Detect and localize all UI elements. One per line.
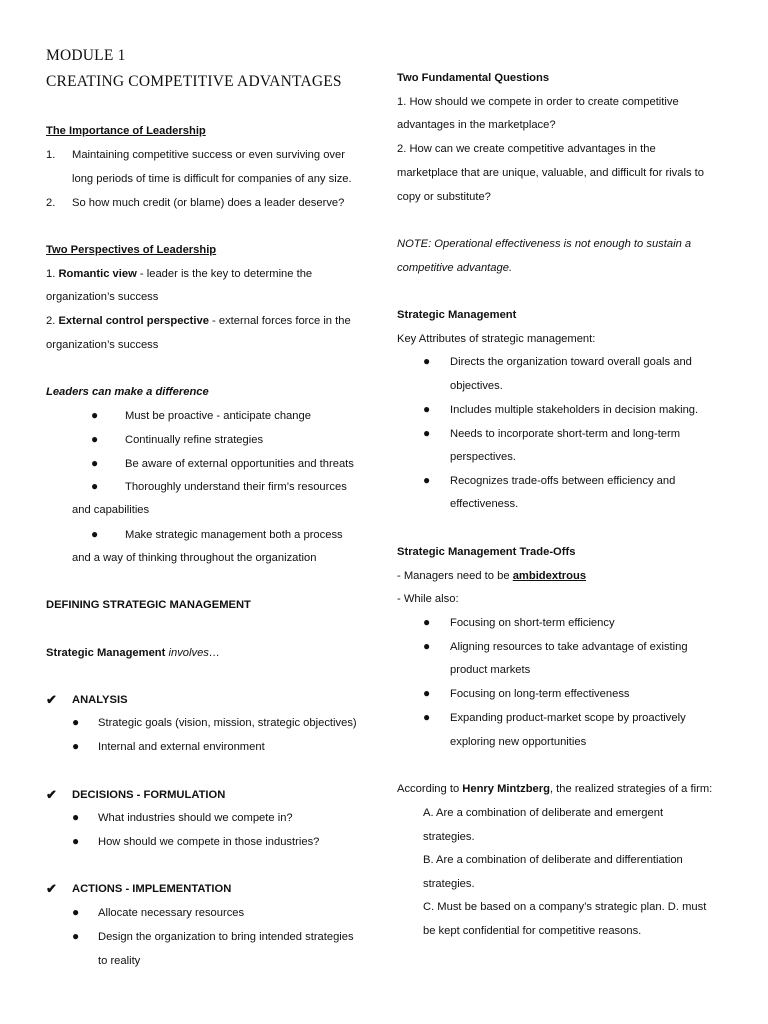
list-item-text: Aligning resources to take advantage of existing (450, 641, 688, 653)
list-item-text-cont: exploring new opportunities (450, 736, 587, 748)
list-item-text: Thoroughly understand their firm’s resources (125, 481, 347, 493)
list-item-text: Be aware of external opportunities and threats (125, 458, 354, 470)
list-item-text: Includes multiple stakeholders in decision making. (450, 404, 699, 416)
list-item-text: Maintaining competitive success or even surviving over (72, 149, 345, 161)
sm-heading: Strategic Management (397, 309, 517, 321)
list-item-text: Focusing on short-term efficiency (450, 617, 615, 629)
note-line: NOTE: Operational effectiveness is not enough to sustain a (397, 238, 692, 250)
bullet-icon: ● (72, 739, 80, 753)
definition: - external forces force in the (208, 315, 351, 327)
list-item-text: What industries should we compete in? (98, 812, 293, 824)
definition: - leader is the key to determine the (136, 268, 313, 280)
mintzberg-intro (397, 782, 712, 797)
question-line: 1. How should we compete in order to create competitive (397, 96, 679, 108)
module-title: CREATING COMPETITIVE ADVANTAGES (46, 73, 342, 90)
text: - Managers need to be (397, 570, 513, 582)
tradeoffs-line1 (397, 569, 586, 584)
emphasis: ambidextrous (512, 570, 587, 582)
bullet-icon: ● (72, 810, 80, 824)
bullet-icon: ● (423, 639, 431, 653)
author-name: Henry Mintzberg (462, 783, 550, 795)
list-item-text: Internal and external environment (98, 741, 265, 753)
term: Romantic view (58, 268, 137, 280)
bullet-icon: ● (423, 710, 431, 724)
option-line: C. Must be based on a company’s strategic plan. D. must (423, 901, 707, 913)
actions-label: ACTIONS - IMPLEMENTATION (72, 883, 232, 895)
bullet-icon: ● (72, 905, 80, 919)
analysis-label: ANALYSIS (72, 694, 128, 706)
list-item-text-cont: and a way of thinking throughout the organization (72, 552, 317, 564)
perspective-romantic-cont: organization’s success (46, 291, 159, 303)
defining-heading: DEFINING STRATEGIC MANAGEMENT (46, 599, 251, 611)
bullet-icon: ● (91, 527, 99, 541)
list-number: 1. (46, 149, 56, 161)
list-item-text: Must be proactive - anticipate change (125, 410, 311, 422)
list-item-text-cont: product markets (450, 664, 531, 676)
tradeoffs-line2: - While also: (397, 593, 459, 605)
leaders-heading: Leaders can make a difference (46, 386, 209, 398)
text: According to (397, 783, 463, 795)
bullet-icon: ● (423, 686, 431, 700)
questions-heading: Two Fundamental Questions (397, 72, 550, 84)
list-item-text-cont: effectiveness. (450, 498, 519, 510)
list-item-text-cont: objectives. (450, 380, 503, 392)
module-label: MODULE 1 (46, 47, 126, 64)
bullet-icon: ● (423, 354, 431, 368)
term: External control perspective (58, 315, 209, 327)
list-item-text: Directs the organization toward overall goals and (450, 356, 692, 368)
list-number: 1. (46, 268, 59, 280)
perspective-external-cont: organization’s success (46, 339, 159, 351)
list-item-text: long periods of time is difficult for companies of any size. (72, 173, 352, 185)
list-item-text: Expanding product-market scope by proactively (450, 712, 686, 724)
tradeoffs-heading: Strategic Management Trade-Offs (397, 546, 576, 558)
list-item-text: Allocate necessary resources (98, 907, 245, 919)
question-line: marketplace that are unique, valuable, and difficult for rivals to (397, 167, 705, 179)
list-item-text-cont: perspectives. (450, 451, 516, 463)
list-item-text: Focusing on long-term effectiveness (450, 688, 630, 700)
checkmark-icon: ✔ (46, 787, 57, 802)
bullet-icon: ● (423, 402, 431, 416)
involves-line (46, 646, 220, 661)
list-item-text: Recognizes trade-offs between efficiency and (450, 475, 676, 487)
list-number: 2. (46, 197, 56, 209)
bullet-icon: ● (91, 456, 99, 470)
question-line: 2. How can we create competitive advantages in the (397, 143, 656, 155)
bullet-icon: ● (91, 479, 99, 493)
list-item-text: Design the organization to bring intended strategies (98, 931, 354, 943)
text: , the realized strategies of a firm: (549, 783, 713, 795)
importance-heading: The Importance of Leadership (46, 125, 206, 137)
bullet-icon: ● (423, 615, 431, 629)
bullet-icon: ● (72, 715, 80, 729)
term: Strategic Management (46, 647, 169, 659)
bullet-icon: ● (423, 473, 431, 487)
option-line: B. Are a combination of deliberate and differentiation (423, 854, 683, 866)
question-line: advantages in the marketplace? (397, 119, 556, 131)
option-line: A. Are a combination of deliberate and emergent (423, 807, 664, 819)
bullet-icon: ● (72, 834, 80, 848)
option-line: strategies. (423, 878, 475, 890)
sm-intro: Key Attributes of strategic management: (397, 333, 596, 345)
question-line: copy or substitute? (397, 191, 491, 203)
list-item-text: Needs to incorporate short-term and long-term (450, 428, 681, 440)
list-item-text: Continually refine strategies (125, 434, 264, 446)
list-item-text-cont: and capabilities (72, 504, 150, 516)
bullet-icon: ● (91, 432, 99, 446)
checkmark-icon: ✔ (46, 881, 57, 896)
list-item-text: Make strategic management both a process (125, 529, 343, 541)
list-number: 2. (46, 315, 59, 327)
list-item-text-cont: to reality (98, 955, 141, 967)
decisions-label: DECISIONS - FORMULATION (72, 789, 226, 801)
bullet-icon: ● (72, 929, 80, 943)
bullet-icon: ● (91, 408, 99, 422)
checkmark-icon: ✔ (46, 692, 57, 707)
list-item-text: Strategic goals (vision, mission, strategic objectives) (98, 717, 357, 729)
note-line: competitive advantage. (397, 262, 513, 274)
perspective-romantic (46, 267, 312, 282)
perspective-external (46, 314, 351, 329)
emphasis: involves… (168, 647, 221, 659)
list-item-text: How should we compete in those industries? (98, 836, 320, 848)
option-line: be kept confidential for competitive reasons. (423, 925, 642, 937)
option-line: strategies. (423, 831, 475, 843)
list-item-text: So how much credit (or blame) does a leader deserve? (72, 197, 345, 209)
bullet-icon: ● (423, 426, 431, 440)
perspectives-heading: Two Perspectives of Leadership (46, 244, 217, 256)
